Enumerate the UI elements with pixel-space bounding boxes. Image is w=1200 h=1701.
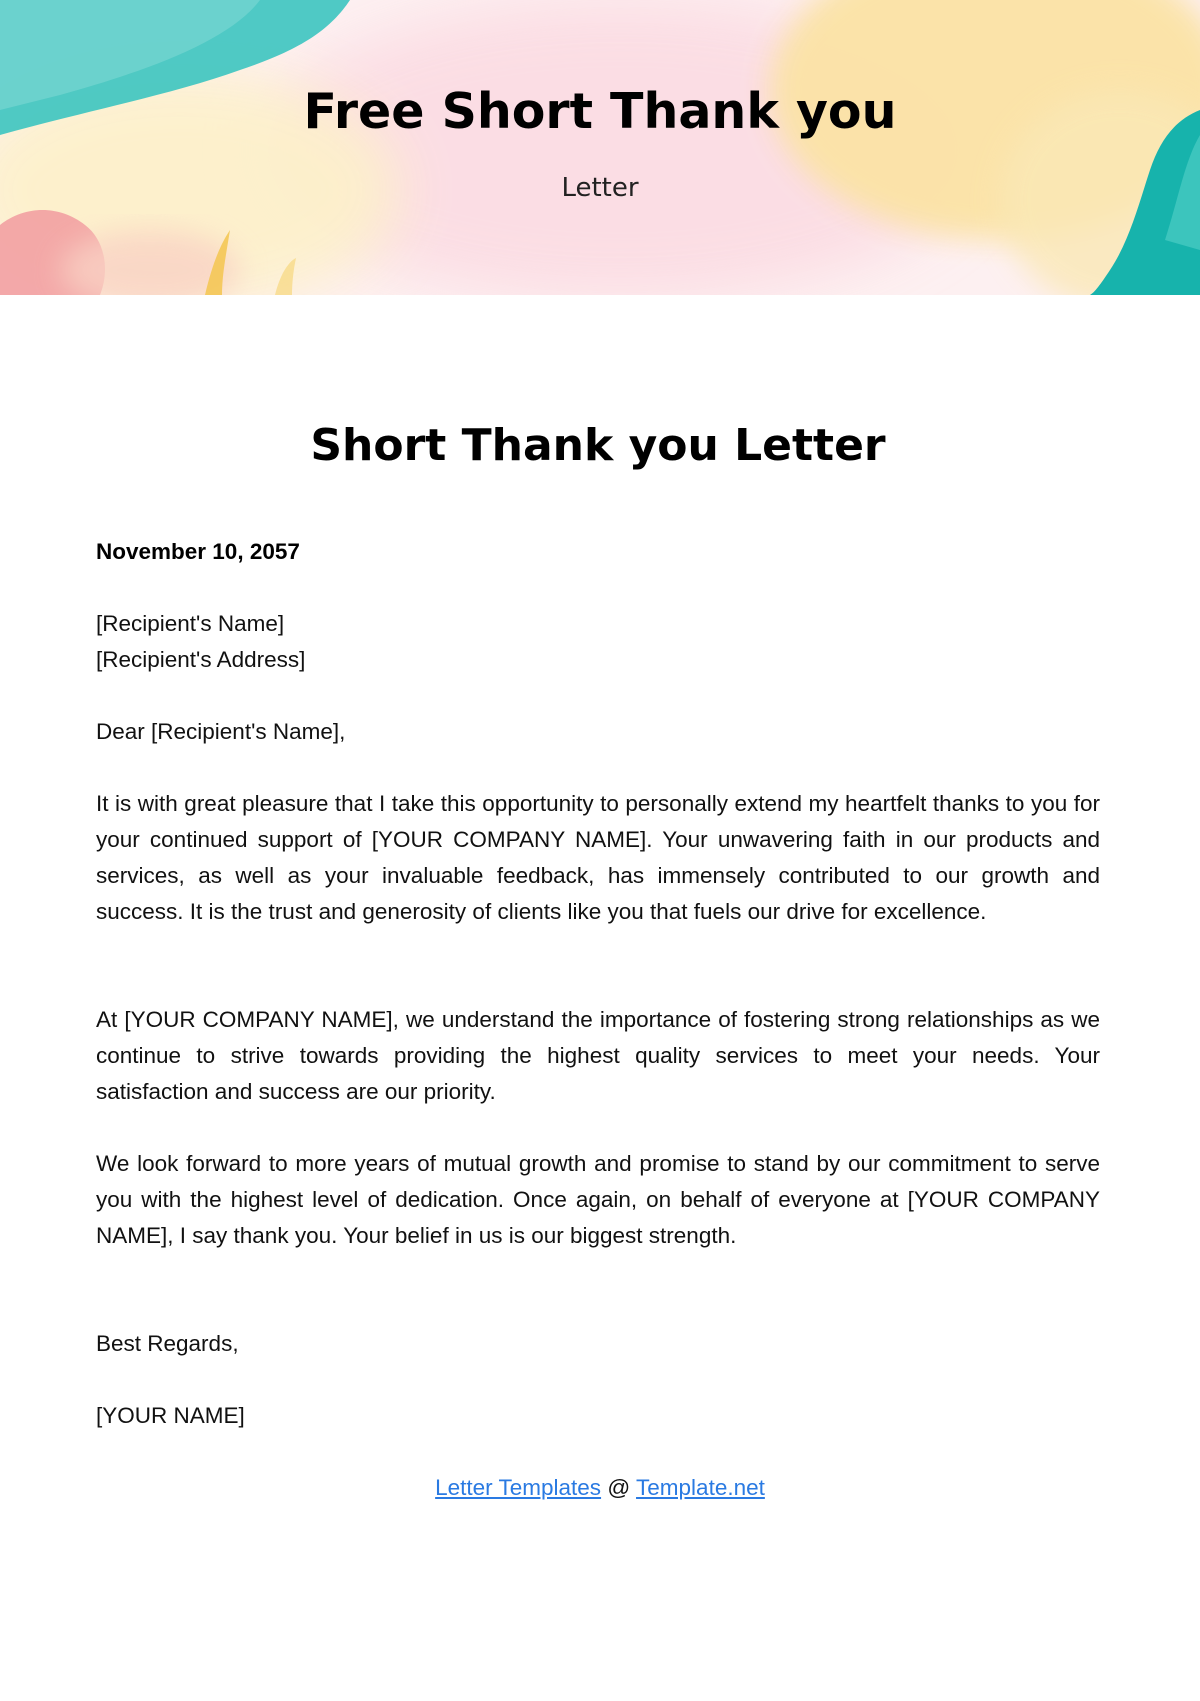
header-banner <box>0 0 1200 295</box>
signature: [YOUR NAME] <box>96 1403 245 1428</box>
letter-title: Short Thank you Letter <box>310 420 886 471</box>
paragraph-1: It is with great pleasure that I take this opportunity to personally extend my heartfelt thanks to you for your continued support of [YOUR COMPANY NAME]. Your unwavering faith in our products and services, as well as your invaluable feedback, has immensely contributed to our growth and success. It is the trust and generosity of clients like you that fuels our drive for excellence. <box>96 791 1100 924</box>
footer <box>0 1470 1200 1506</box>
paragraph-2: At [YOUR COMPANY NAME], we understand the importance of fostering strong relationships as we continue to strive towards providing the highest quality services to meet your needs. Your satisfaction and success are our priority. <box>96 1007 1100 1104</box>
footer-separator: @ <box>607 1475 631 1500</box>
recipient-name: [Recipient's Name] <box>96 611 285 636</box>
watercolor-background <box>0 0 1200 295</box>
header-title: Free Short Thank you <box>303 83 897 140</box>
recipient-block <box>96 606 1100 678</box>
letter-date: November 10, 2057 <box>96 539 300 564</box>
closing: Best Regards, <box>96 1331 239 1356</box>
recipient-address: [Recipient's Address] <box>96 647 306 672</box>
header-subtitle: Letter <box>561 173 639 203</box>
letter-templates-link[interactable]: Letter Templates <box>435 1475 602 1500</box>
paragraph-3: We look forward to more years of mutual growth and promise to stand by our commitment to serve you with the highest level of dedication. Once again, on behalf of everyone at [YOUR COMPANY NAME], I say thank you. Your belief in us is our biggest strength. <box>96 1151 1100 1248</box>
template-net-link[interactable]: Template.net <box>636 1475 765 1500</box>
salutation: Dear [Recipient's Name], <box>96 719 346 744</box>
